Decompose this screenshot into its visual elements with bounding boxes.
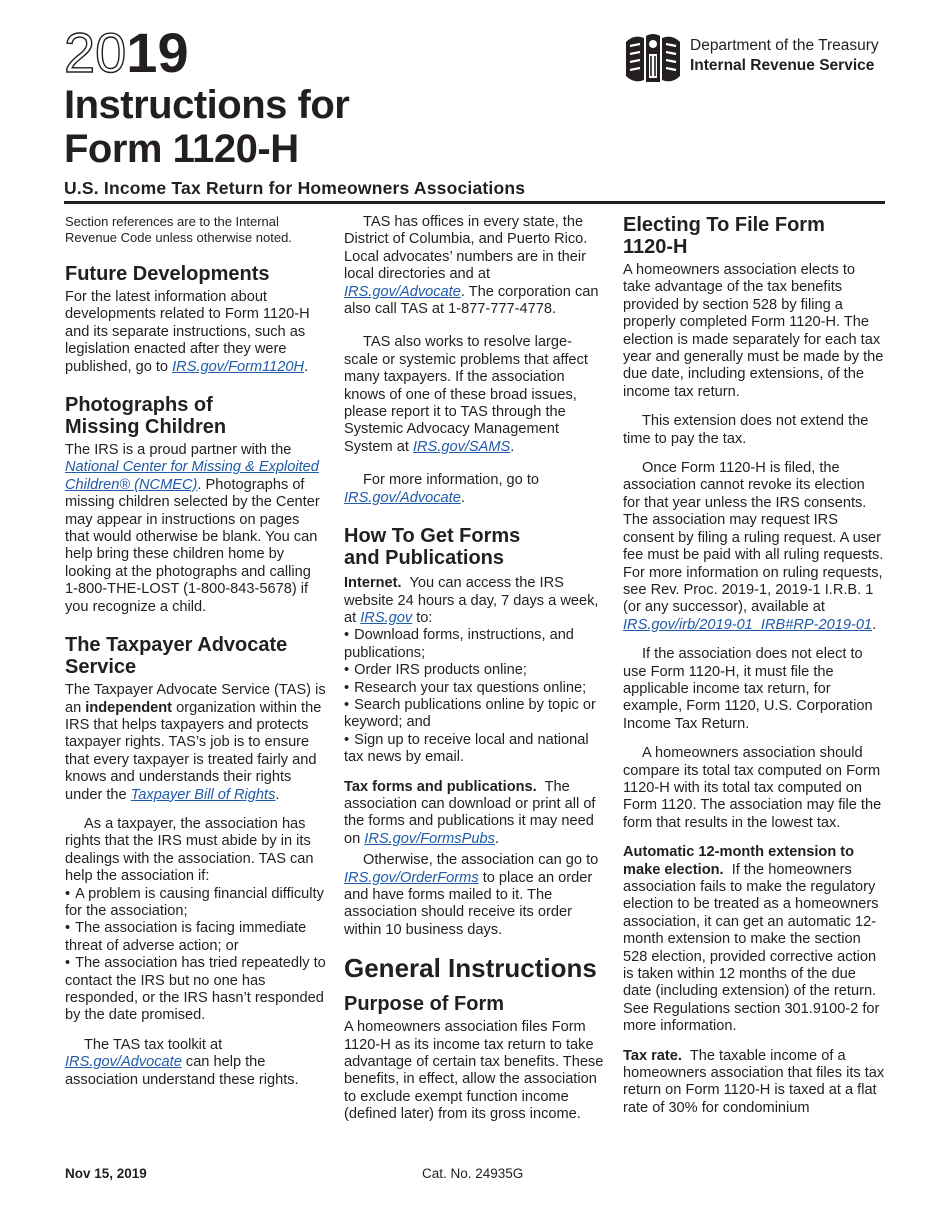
not-elect-text: If the association does not elect to use Form 1120-H, it must file the applicable income tax return, for example, Form 1120, U.S. Corporation Income Tax Return.	[623, 646, 873, 732]
header-divider	[64, 201, 885, 204]
column-2	[344, 214, 606, 1124]
toolkit-text: The TAS tax toolkit at IRS.gov/Advocate can help the association understand these rights.	[65, 1036, 299, 1088]
list-item: • Research your tax questions online;	[344, 680, 606, 697]
list-item: • The association is facing immediate threat of adverse action; or	[65, 920, 327, 955]
form-subtitle: U.S. Income Tax Return for Homeowners Associations	[64, 178, 526, 198]
future-developments-heading: Future Developments	[65, 263, 270, 285]
photographs-text: The IRS is a proud partner with the National Center for Missing & Exploited Children® (NCMEC). Photographs of missing children selected by the Center may appear in instructions on pages that would otherwise be blank. You can help bring these children home by looking at the photographs and calling 1-800-THE-LOST (1-800-843-5678) if you recognize a child.	[65, 442, 320, 615]
irb-link[interactable]: IRS.gov/irb/2019-01_IRB#RP-2019-01	[623, 616, 873, 633]
column-3	[623, 214, 885, 1117]
purpose-heading: Purpose of Form	[344, 993, 505, 1016]
tax-forms-text: Tax forms and publications. The association can download or print all of the forms and publications it may need on IRS.gov/FormsPubs.	[344, 778, 596, 847]
column-1	[65, 214, 327, 1089]
list-item: • Download forms, instructions, and publications;	[344, 627, 606, 662]
taxpayer-advocate-heading: The Taxpayer Advocate Service	[65, 634, 288, 679]
electing-text: A homeowners association elects to take advantage of the tax benefits provided by section 528 by filing a properly completed Form 1120-H. The election is made separately for each tax year and generally must be made by the due date, including extensions, of the income tax return.	[623, 262, 884, 400]
advocate-link[interactable]: IRS.gov/Advocate	[65, 1054, 182, 1071]
list-item: • The association has tried repeatedly to contact the IRS but no one has responded, or the IRS hasn’t responded by the date promised.	[65, 955, 327, 1025]
intro-note: Section references are to the Internal Revenue Code unless otherwise noted.	[65, 214, 292, 245]
list-item: • Sign up to receive local and national tax news by email.	[344, 732, 606, 767]
internet-text: Internet. You can access the IRS website 24 hours a day, 7 days a week, at IRS.gov to:	[344, 575, 599, 626]
electing-heading: Electing To File Form 1120-H	[623, 214, 825, 258]
page-title: Instructions for Form 1120-H	[64, 83, 350, 171]
advocate-link[interactable]: IRS.gov/Advocate	[344, 283, 461, 300]
catalog-number: Cat. No. 24935G	[422, 1166, 524, 1181]
tax-rate-text: Tax rate. The taxable income of a homeowners association that files its tax return on Form 1120-H is taxed at a flat rate of 30% for condominium	[623, 1047, 885, 1116]
form1120h-link[interactable]: IRS.gov/Form1120H	[172, 358, 305, 375]
otherwise-text: Otherwise, the association can go to IRS.gov/OrderForms to place an order and have forms mailed to it. The association should receive its order within 10 business days.	[344, 852, 599, 938]
irs-gov-link[interactable]: IRS.gov	[360, 609, 413, 626]
offices-text: TAS has offices in every state, the District of Columbia, and Puerto Rico. Local advocates’ numbers are in their local directories and at IRS.gov/Advocate. The corporation can also call TAS at 1-877-777-4778.	[344, 214, 599, 318]
rights-text: As a taxpayer, the association has rights that the IRS must abide by in its dealings with the association. TAS can help the association if:	[65, 815, 314, 885]
sams-link[interactable]: IRS.gov/SAMS	[412, 438, 511, 455]
general-instructions-heading: General Instructions	[344, 953, 597, 984]
more-info-text: For more information, go to IRS.gov/Advocate.	[344, 472, 540, 506]
compare-text: A homeowners association should compare its total tax computed on Form 1120-H with its total tax computed on Form 1120. The association may file the form that results in the lowest tax.	[623, 745, 882, 831]
form-year: 2019	[64, 21, 189, 84]
future-developments-text: For the latest information about developments related to Form 1120-H and its separate instructions, such as legislation enacted after they were published, go to IRS.gov/Form1120H.	[65, 289, 310, 375]
agency-name: Department of the Treasury Internal Revenue Service	[690, 37, 879, 74]
footer-date: Nov 15, 2019	[65, 1166, 147, 1181]
orderforms-link[interactable]: IRS.gov/OrderForms	[344, 869, 479, 886]
list-item: • A problem is causing financial difficulty for the association;	[65, 886, 327, 921]
agency-block	[622, 32, 879, 86]
purpose-text: A homeowners association files Form 1120-H as its income tax return to take advantage of certain tax benefits. These benefits, in effect, allow the association to exclude exempt function income (defined later) from its gross income.	[344, 1019, 604, 1123]
auto-extension-text: Automatic 12-month extension to make election. If the homeowners association fails to make the regulatory election to be treated as a homeowners association, it can get an automatic 12-month extension to make the section 528 election, provided corrective action is taken within 12 months of the due date (including extension) of the return. See Regulations section 301.9100-2 for more information.	[623, 844, 880, 1035]
revoke-text: Once Form 1120-H is filed, the association cannot revoke its election for that year unless the IRS consents. The association may request IRS consent by filing a ruling request. A user fee must be paid with all ruling requests. For more information on ruling requests, see Rev. Proc. 2019-1, 2019-1 I.R.B. 1 (or any successor), available at IRS.gov/irb/2019-01_IRB#RP-2019-01.	[623, 460, 884, 633]
systemic-text: TAS also works to resolve large-scale or systemic problems that affect many taxpayers. If the association knows of one of these broad issues, please report it to TAS through the Systemic Advocacy Management System at IRS.gov/SAMS.	[344, 334, 588, 455]
extension-text: This extension does not extend the time to pay the tax.	[623, 413, 869, 447]
list-item: • Search publications online by topic or keyword; and	[344, 697, 606, 732]
taxpayer-bill-of-rights-link[interactable]: Taxpayer Bill of Rights	[130, 786, 276, 803]
ncmec-link[interactable]: National Center for Missing & Exploited Children® (NCMEC)	[65, 459, 319, 493]
list-item: • Order IRS products online;	[344, 662, 606, 679]
formspubs-link[interactable]: IRS.gov/FormsPubs	[364, 830, 495, 847]
taxpayer-advocate-text: The Taxpayer Advocate Service (TAS) is an independent organization within the IRS that helps taxpayers and protects taxpayer rights. TAS’s job is to ensure that every taxpayer is treated fairly and knows and understands their rights under the Taxpayer Bill of Rights.	[65, 682, 326, 803]
photographs-heading: Photographs of Missing Children	[65, 394, 227, 439]
irs-eagle-logo-icon	[622, 32, 684, 86]
forms-heading: How To Get Forms and Publications	[344, 525, 521, 570]
advocate-link[interactable]: IRS.gov/Advocate	[344, 489, 461, 506]
